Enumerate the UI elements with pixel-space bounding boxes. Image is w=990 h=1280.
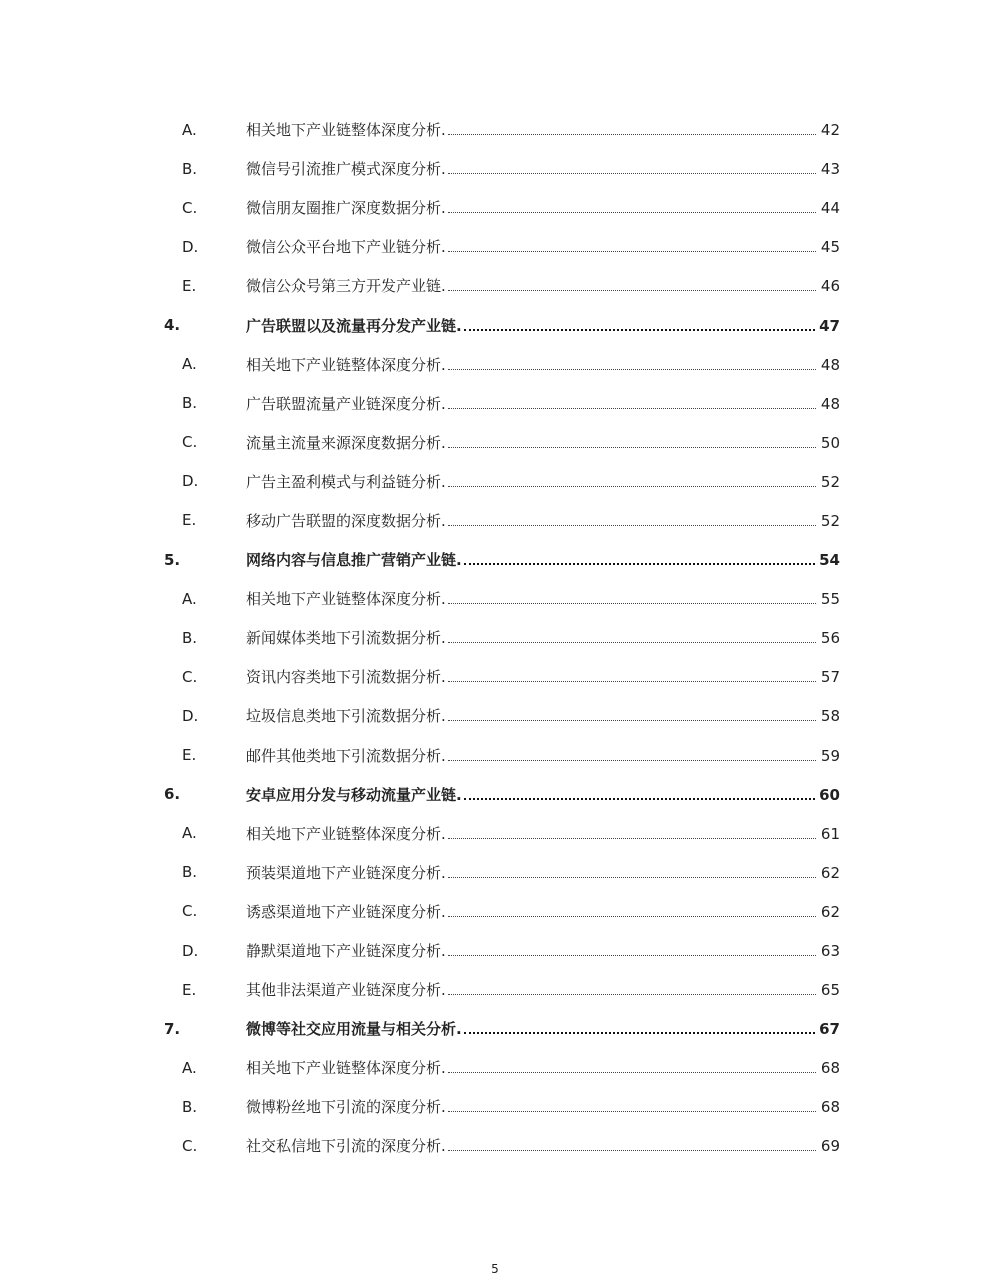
toc-dot-leader [448, 955, 816, 956]
toc-entry-line [246, 784, 840, 805]
toc-entry-number: D. [182, 237, 199, 256]
toc-entry-title[interactable]: 垃圾信息类地下引流数据分析. [246, 707, 446, 726]
toc-entry-title[interactable]: 微信公众平台地下产业链分析. [246, 238, 446, 257]
toc-subsection-entry[interactable] [0, 188, 990, 227]
toc-entry-number: C. [182, 667, 198, 686]
toc-entry-number: B. [182, 394, 198, 413]
toc-entry-number: B. [182, 159, 198, 178]
toc-entry-title[interactable]: 新闻媒体类地下引流数据分析. [246, 629, 446, 648]
toc-dot-leader [448, 134, 816, 135]
toc-entry-page: 43 [820, 160, 840, 179]
toc-dot-leader [464, 329, 815, 331]
toc-entry-line [246, 1135, 840, 1156]
toc-dot-leader [448, 525, 816, 526]
toc-entry-line [246, 823, 840, 844]
toc-entry-line [246, 940, 840, 961]
toc-entry-line [246, 1057, 840, 1078]
toc-entry-page: 65 [820, 981, 840, 1000]
toc-entry-line [246, 1096, 840, 1117]
toc-entry-page: 52 [820, 472, 840, 491]
toc-entry-number: 5. [164, 550, 181, 569]
toc-entry-title[interactable]: 广告联盟以及流量再分发产业链. [246, 316, 462, 335]
toc-subsection-entry[interactable] [0, 1126, 990, 1165]
toc-entry-number: B. [182, 863, 198, 882]
toc-entry-title[interactable]: 其他非法渠道产业链深度分析. [246, 981, 446, 1000]
toc-dot-leader [448, 994, 816, 995]
toc-entry-page: 69 [820, 1137, 840, 1156]
toc-entry-line [246, 432, 840, 453]
toc-entry-number: 6. [164, 785, 181, 804]
toc-dot-leader [448, 212, 816, 213]
toc-entry-page: 56 [820, 629, 840, 648]
toc-entry-line [246, 979, 840, 1000]
toc-subsection-entry[interactable] [0, 1048, 990, 1087]
toc-entry-line [246, 315, 840, 336]
toc-dot-leader [448, 877, 816, 878]
toc-entry-number: C. [182, 902, 198, 921]
toc-entry-page: 58 [820, 707, 840, 726]
toc-entry-line [246, 588, 840, 609]
toc-entry-number: D. [182, 472, 199, 491]
toc-entry-title[interactable]: 静默渠道地下产业链深度分析. [246, 942, 446, 961]
toc-subsection-entry[interactable] [0, 345, 990, 384]
toc-section-entry[interactable] [0, 1009, 990, 1048]
toc-entry-number: C. [182, 198, 198, 217]
toc-entry-line [246, 158, 840, 179]
toc-entry-page: 50 [820, 433, 840, 452]
toc-entry-title[interactable]: 相关地下产业链整体深度分析. [246, 355, 446, 374]
toc-entry-title[interactable]: 微博等社交应用流量与相关分析. [246, 1020, 462, 1039]
toc-entry-page: 52 [820, 511, 840, 530]
toc-dot-leader [448, 916, 816, 917]
toc-entry-number: B. [182, 628, 198, 647]
toc-subsection-entry[interactable] [0, 814, 990, 853]
toc-entry-number: A. [182, 589, 197, 608]
toc-entry-title[interactable]: 邮件其他类地下引流数据分析. [246, 746, 446, 765]
toc-subsection-entry[interactable] [0, 1087, 990, 1126]
toc-entry-number: E. [182, 980, 197, 999]
toc-entry-title[interactable]: 广告联盟流量产业链深度分析. [246, 394, 446, 413]
toc-entry-number: E. [182, 511, 197, 530]
toc-entry-title[interactable]: 流量主流量来源深度数据分析. [246, 433, 446, 452]
toc-entry-line [246, 1018, 840, 1039]
toc-subsection-entry[interactable] [0, 579, 990, 618]
toc-entry-title[interactable]: 社交私信地下引流的深度分析. [246, 1137, 446, 1156]
toc-entry-number: 4. [164, 316, 181, 335]
toc-entry-title[interactable]: 广告主盈利模式与利益链分析. [246, 472, 446, 491]
toc-subsection-entry[interactable] [0, 853, 990, 892]
toc-entry-number: E. [182, 746, 197, 765]
toc-entry-number: A. [182, 355, 197, 374]
toc-entry-line [246, 745, 840, 766]
toc-subsection-entry[interactable] [0, 970, 990, 1009]
toc-dot-leader [464, 1032, 815, 1034]
toc-entry-title[interactable]: 微信号引流推广模式深度分析. [246, 160, 446, 179]
toc-entry-page: 44 [820, 199, 840, 218]
toc-entry-number: A. [182, 1058, 197, 1077]
toc-subsection-entry[interactable] [0, 736, 990, 775]
toc-entry-line [246, 393, 840, 414]
toc-subsection-entry[interactable] [0, 892, 990, 931]
toc-entry-title[interactable]: 移动广告联盟的深度数据分析. [246, 511, 446, 530]
toc-subsection-entry[interactable] [0, 618, 990, 657]
toc-entry-page: 47 [819, 316, 840, 335]
toc-entry-line [246, 510, 840, 531]
toc-entry-line [246, 666, 840, 687]
toc-subsection-entry[interactable] [0, 149, 990, 188]
toc-entry-number: A. [182, 824, 197, 843]
toc-dot-leader [448, 251, 816, 252]
toc-entry-page: 68 [820, 1059, 840, 1078]
toc-dot-leader [448, 681, 816, 682]
toc-entry-page: 63 [820, 942, 840, 961]
toc-entry-page: 48 [820, 355, 840, 374]
toc-entry-number: C. [182, 1136, 198, 1155]
toc-entry-line [246, 119, 840, 140]
toc-entry-page: 42 [820, 121, 840, 140]
toc-dot-leader [448, 447, 816, 448]
toc-dot-leader [448, 369, 816, 370]
toc-entry-title[interactable]: 相关地下产业链整体深度分析. [246, 1059, 446, 1078]
table-of-contents [0, 110, 990, 1166]
toc-entry-page: 61 [820, 824, 840, 843]
toc-entry-page: 59 [820, 746, 840, 765]
toc-entry-number: D. [182, 706, 199, 725]
toc-entry-number: C. [182, 433, 198, 452]
toc-entry-line [246, 471, 840, 492]
toc-dot-leader [464, 563, 815, 565]
toc-subsection-entry[interactable] [0, 110, 990, 149]
page-number: 5 [491, 1262, 499, 1276]
toc-entry-line [246, 197, 840, 218]
toc-entry-number: B. [182, 1097, 198, 1116]
toc-entry-page: 57 [820, 668, 840, 687]
toc-entry-number: 7. [164, 1019, 181, 1038]
toc-entry-title[interactable]: 微信朋友圈推广深度数据分析. [246, 199, 446, 218]
toc-entry-page: 48 [820, 394, 840, 413]
toc-entry-line [246, 354, 840, 375]
toc-dot-leader [448, 1111, 816, 1112]
toc-dot-leader [448, 290, 816, 291]
toc-dot-leader [448, 173, 816, 174]
toc-dot-leader [448, 486, 816, 487]
toc-dot-leader [448, 1072, 816, 1073]
toc-entry-line [246, 275, 840, 296]
toc-dot-leader [448, 760, 816, 761]
toc-subsection-entry[interactable] [0, 657, 990, 696]
toc-entry-title[interactable]: 微博粉丝地下引流的深度分析. [246, 1098, 446, 1117]
toc-entry-page: 54 [819, 551, 840, 570]
toc-dot-leader [448, 720, 816, 721]
toc-entry-page: 62 [820, 863, 840, 882]
toc-entry-title[interactable]: 资讯内容类地下引流数据分析. [246, 668, 446, 687]
toc-subsection-entry[interactable] [0, 423, 990, 462]
toc-entry-number: E. [182, 276, 197, 295]
toc-subsection-entry[interactable] [0, 266, 990, 305]
toc-entry-page: 46 [820, 277, 840, 296]
toc-dot-leader [448, 408, 816, 409]
toc-entry-line [246, 549, 840, 570]
toc-entry-line [246, 705, 840, 726]
toc-subsection-entry[interactable] [0, 227, 990, 266]
toc-entry-number: A. [182, 120, 197, 139]
toc-dot-leader [448, 603, 816, 604]
toc-entry-page: 60 [819, 785, 840, 804]
toc-entry-page: 68 [820, 1098, 840, 1117]
toc-section-entry[interactable] [0, 540, 990, 579]
toc-entry-title[interactable]: 网络内容与信息推广营销产业链. [246, 551, 462, 570]
toc-entry-title[interactable]: 预装渠道地下产业链深度分析. [246, 863, 446, 882]
toc-entry-number: D. [182, 941, 199, 960]
toc-entry-line [246, 627, 840, 648]
toc-section-entry[interactable] [0, 305, 990, 344]
toc-entry-title[interactable]: 相关地下产业链整体深度分析. [246, 121, 446, 140]
toc-entry-title[interactable]: 相关地下产业链整体深度分析. [246, 590, 446, 609]
toc-dot-leader [448, 642, 816, 643]
toc-entry-line [246, 862, 840, 883]
toc-entry-title[interactable]: 诱惑渠道地下产业链深度分析. [246, 902, 446, 921]
toc-entry-page: 45 [820, 238, 840, 257]
toc-entry-line [246, 901, 840, 922]
toc-dot-leader [448, 838, 816, 839]
toc-entry-title[interactable]: 相关地下产业链整体深度分析. [246, 824, 446, 843]
toc-entry-page: 62 [820, 902, 840, 921]
toc-entry-page: 55 [820, 590, 840, 609]
toc-entry-title[interactable]: 安卓应用分发与移动流量产业链. [246, 785, 462, 804]
toc-subsection-entry[interactable] [0, 696, 990, 735]
toc-entry-page: 67 [819, 1020, 840, 1039]
toc-subsection-entry[interactable] [0, 501, 990, 540]
toc-entry-line [246, 236, 840, 257]
toc-dot-leader [448, 1150, 816, 1151]
toc-subsection-entry[interactable] [0, 931, 990, 970]
toc-entry-title[interactable]: 微信公众号第三方开发产业链. [246, 277, 446, 296]
toc-subsection-entry[interactable] [0, 384, 990, 423]
toc-section-entry[interactable] [0, 775, 990, 814]
toc-dot-leader [464, 798, 815, 800]
toc-subsection-entry[interactable] [0, 462, 990, 501]
